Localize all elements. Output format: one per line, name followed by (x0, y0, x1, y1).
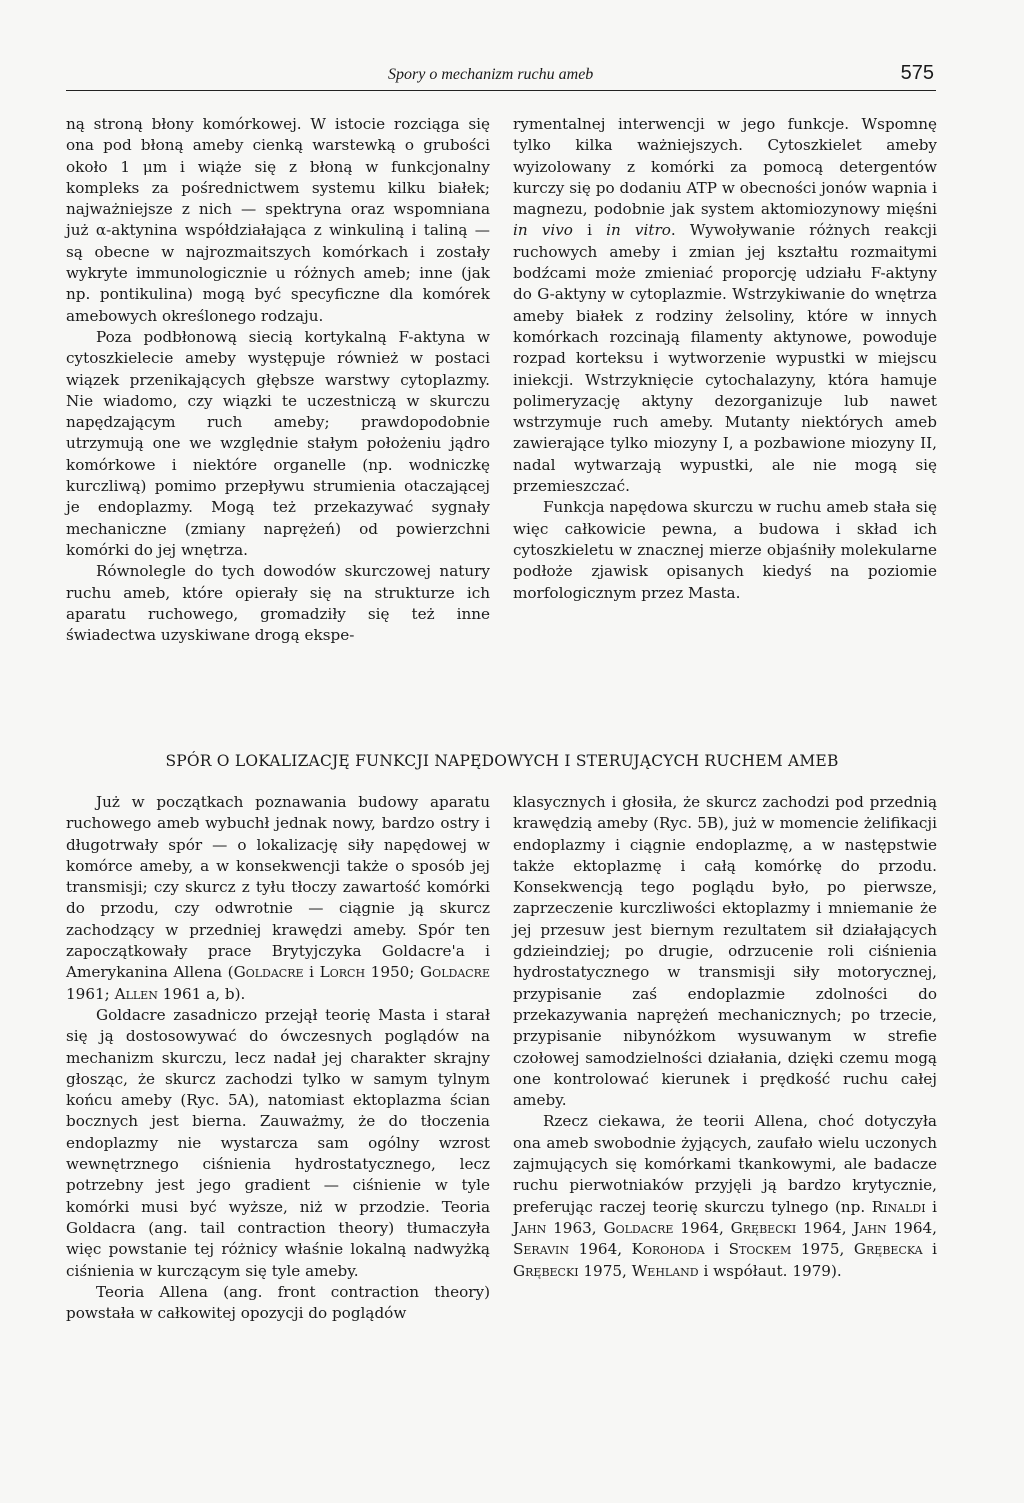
text-run: Już w początkach poznawania budowy aparatu ruchowego ameb wybuchł jednak nowy, bardzo ostry i długotrwały spór — o lokalizację siły napędowej w komórce ameby, a w konsekwencji także o sposób jej transmisji; czy skurcz z tyłu tłoczy zawartość komórki do przodu, czy odwrotnie — ciągnie ją skurcz zachodzący w przedniej krawędzi ameby. Spór ten zapoczątkowały prace Brytyjczyka Goldacre'a i Amerykanina Allena ( (66, 793, 490, 982)
italic-term: in vivo (513, 221, 573, 240)
author-name: Grębecki (513, 1261, 579, 1280)
author-name: Lorch (319, 963, 366, 982)
text-run: 1964, (569, 1240, 632, 1259)
paragraph: Równolegle do tych dowodów skurczowej natury ruchu ameb, które opierały się na strukturze ich aparatu ruchowego, gromadziły się też inne świadectwa uzyskiwane drogą ekspe- (66, 562, 490, 645)
author-name: Goldacre (420, 963, 490, 982)
text-run: i (704, 1240, 729, 1259)
author-name: Seravin (513, 1240, 570, 1259)
text-run: i (925, 1197, 937, 1216)
author-name: Korohoda (631, 1240, 705, 1259)
italic-term: in vitro (606, 221, 671, 240)
paragraph: ną stroną błony komórkowej. W istocie rozciąga się ona pod błoną ameby cienką warstewką o grubości około 1 μm i wiąże się z błoną w funkcjonalny kompleks za pośrednictwem systemu kilku białek; najważniejsze z nich — spektryna oraz wspomniana już α-aktynina współdziałająca z winkuliną i taliną — są obecne w najrozmaitszych komórkach i zostały wykryte immunologicznie u różnych ameb; inne (jak np. pontikulina) mogą być specyficzne dla komórek amebowych określonego rodzaju. (66, 115, 490, 325)
text-run: i (572, 221, 607, 240)
author-name: Wehland (631, 1261, 699, 1280)
paragraph: Funkcja napędowa skurczu w ruchu ameb stała się więc całkowicie pewna, a budowa i skład ich cytoszkieletu w znacznej mierze objaśniły molekularne podłoże zjawisk opisanych kiedyś na poziomie morfologicznym przez Masta. (513, 498, 937, 602)
paragraph: Goldacre zasadniczo przejął teorię Masta i starał się ją dostosowywać do ówczesnych poglądów na mechanizm skurczu, lecz nadał jej charakter skrajny głosząc, że skurcz zachodzi tylko w samym tylnym końcu ameby (Ryc. 5A), natomiast ektoplazma ścian bocznych jest bierna. Zauważmy, że do tłoczenia endoplazmy nie wystarcza sam ogólny wzrost wewnętrznego ciśnienia hydrostatycznego, lecz potrzebny jest jego gradient — ciśnienie w tyle komórki musi być wyższe, niż w przodzie. Teoria Goldacra (ang. tail contraction theory) tłumaczyła więc powstanie tej różnicy właśnie lokalną nadwyżką ciśnienia w kurczącym się tyle ameby. (66, 1005, 490, 1280)
paragraph: klasycznych i głosiła, że skurcz zachodzi pod przednią krawędzią ameby (Ryc. 5B), już w momencie żelifikacji endoplazmy i ciągnie endoplazmę, a w następstwie także ektoplazmę i całą komórkę do przodu. Konsekwencją tego poglądu było, po pierwsze, zaprzeczenie kurczliwości ektoplazmy i mniemanie że jej przesuw jest biernym rezultatem sił działających gdzieindziej; po drugie, odrzucenie roli ciśnienia hydrostatycznego w transmisji siły motorycznej, przypisanie zaś endoplazmie zdolności do przekazywania naprężeń mechanicznych; po trzecie, przypisanie nibynóżkom wysuwanym w strefie czołowej samodzielności działania, dzięki czemu mogą one kontrolować kierunek i prędkość ruchu całej ameby. (513, 793, 937, 1110)
bottom-left-column (66, 792, 490, 1324)
paragraph (513, 1111, 937, 1281)
page-number: 575 (900, 62, 934, 84)
text-run: 1975, (578, 1261, 632, 1280)
section-heading: SPÓR O LOKALIZACJĘ FUNKCJI NAPĘDOWYCH I STERUJĄCYCH RUCHEM AMEB (165, 752, 839, 770)
text-run: 1975, (791, 1240, 854, 1259)
paragraph: Teoria Allena (ang. front contraction theory) powstała w całkowitej opozycji do poglądów (66, 1282, 490, 1323)
text-run: . Wywoływanie różnych reakcji ruchowych ameby i zmian jej kształtu rozmaitymi bodźcami może zmieniać proporcję udziału F-aktyny do G-aktyny w cytoplazmie. Wstrzykiwanie do wnętrza ameby białek z rodziny żelsoliny, które w innych komórkach rozcinają filamenty aktynowe, powoduje rozpad korteksu i wytworzenie wypustki w miejscu iniekcji. Wstrzyknięcie cytochalazyny, która hamuje polimeryzację aktyny dezorganizuje lub nawet wstrzymuje ruch ameby. Mutanty niektórych ameb zawierające tylko miozyny I, a pozbawione miozyny II, nadal wytwarzają wypustki, ale nie mogą się przemieszczać. (513, 221, 937, 496)
text-run: i współaut. 1979). (698, 1261, 842, 1280)
paragraph (66, 792, 490, 1005)
text-run: 1961 a, b). (157, 984, 246, 1003)
author-name: Jahn (513, 1218, 547, 1237)
author-name: Goldacre (603, 1218, 674, 1237)
text-run: 1964, (796, 1218, 854, 1237)
text-run: 1963, (546, 1218, 604, 1237)
paragraph (513, 114, 937, 497)
author-name: Allen (114, 984, 158, 1003)
author-name: Stockem (728, 1240, 792, 1259)
author-name: Rinaldi (871, 1197, 926, 1216)
author-name: Goldacre (233, 963, 304, 982)
text-run: 1961; (66, 984, 115, 1003)
author-name: Jahn (853, 1218, 887, 1237)
text-run: i (303, 963, 320, 982)
text-run: Rzecz ciekawa, że teorii Allena, choć dotyczyła ona ameb swobodnie żyjących, zaufało wielu uczonych zajmujących się komórkami tkankowymi, ale badacze ruchu pierwotniaków przyjęli ją bardzo krytycznie, preferując raczej teorię skurczu tylnego (np. (513, 1112, 937, 1216)
paragraph: Poza podbłonową siecią kortykalną F-aktyna w cytoszkielecie ameby występuje również w postaci wiązek przenikających głębsze warstwy cytoplazmy. Nie wiadomo, czy wiązki te uczestniczą w skurczu napędzającym ruch ameby; prawdopodobnie utrzymują one we względnie stałym położeniu jądro komórkowe i niektóre organelle (np. wodniczkę kurczliwą) pomimo przepływu strumienia otaczającej je endoplazmy. Mogą też przekazywać sygnały mechaniczne (zmiany naprężeń) od powierzchni komórki do jej wnętrza. (66, 327, 490, 559)
running-title: Spory o mechanizm ruchu ameb (388, 66, 594, 83)
text-run: i (922, 1240, 937, 1259)
text-run: 1950; (365, 963, 421, 982)
top-right-column (513, 114, 937, 604)
author-name: Grębecki (730, 1218, 797, 1237)
text-run: 1964, (673, 1218, 731, 1237)
running-header (66, 62, 938, 92)
header-rule (66, 90, 936, 91)
top-left-column (66, 114, 490, 646)
bottom-right-column (513, 792, 937, 1282)
author-name: Grębecka (853, 1240, 923, 1259)
text-run: rymentalnej interwencji w jego funkcje. Wspomnę tylko kilka ważniejszych. Cytoszkielet ameby wyizolowany z komórki za pomocą detergentów kurczy się po dodaniu ATP w obecności jonów wapnia i magnezu, podobnie jak system aktomiozynowy mięśni (513, 115, 937, 219)
text-run: 1964, (886, 1218, 938, 1237)
